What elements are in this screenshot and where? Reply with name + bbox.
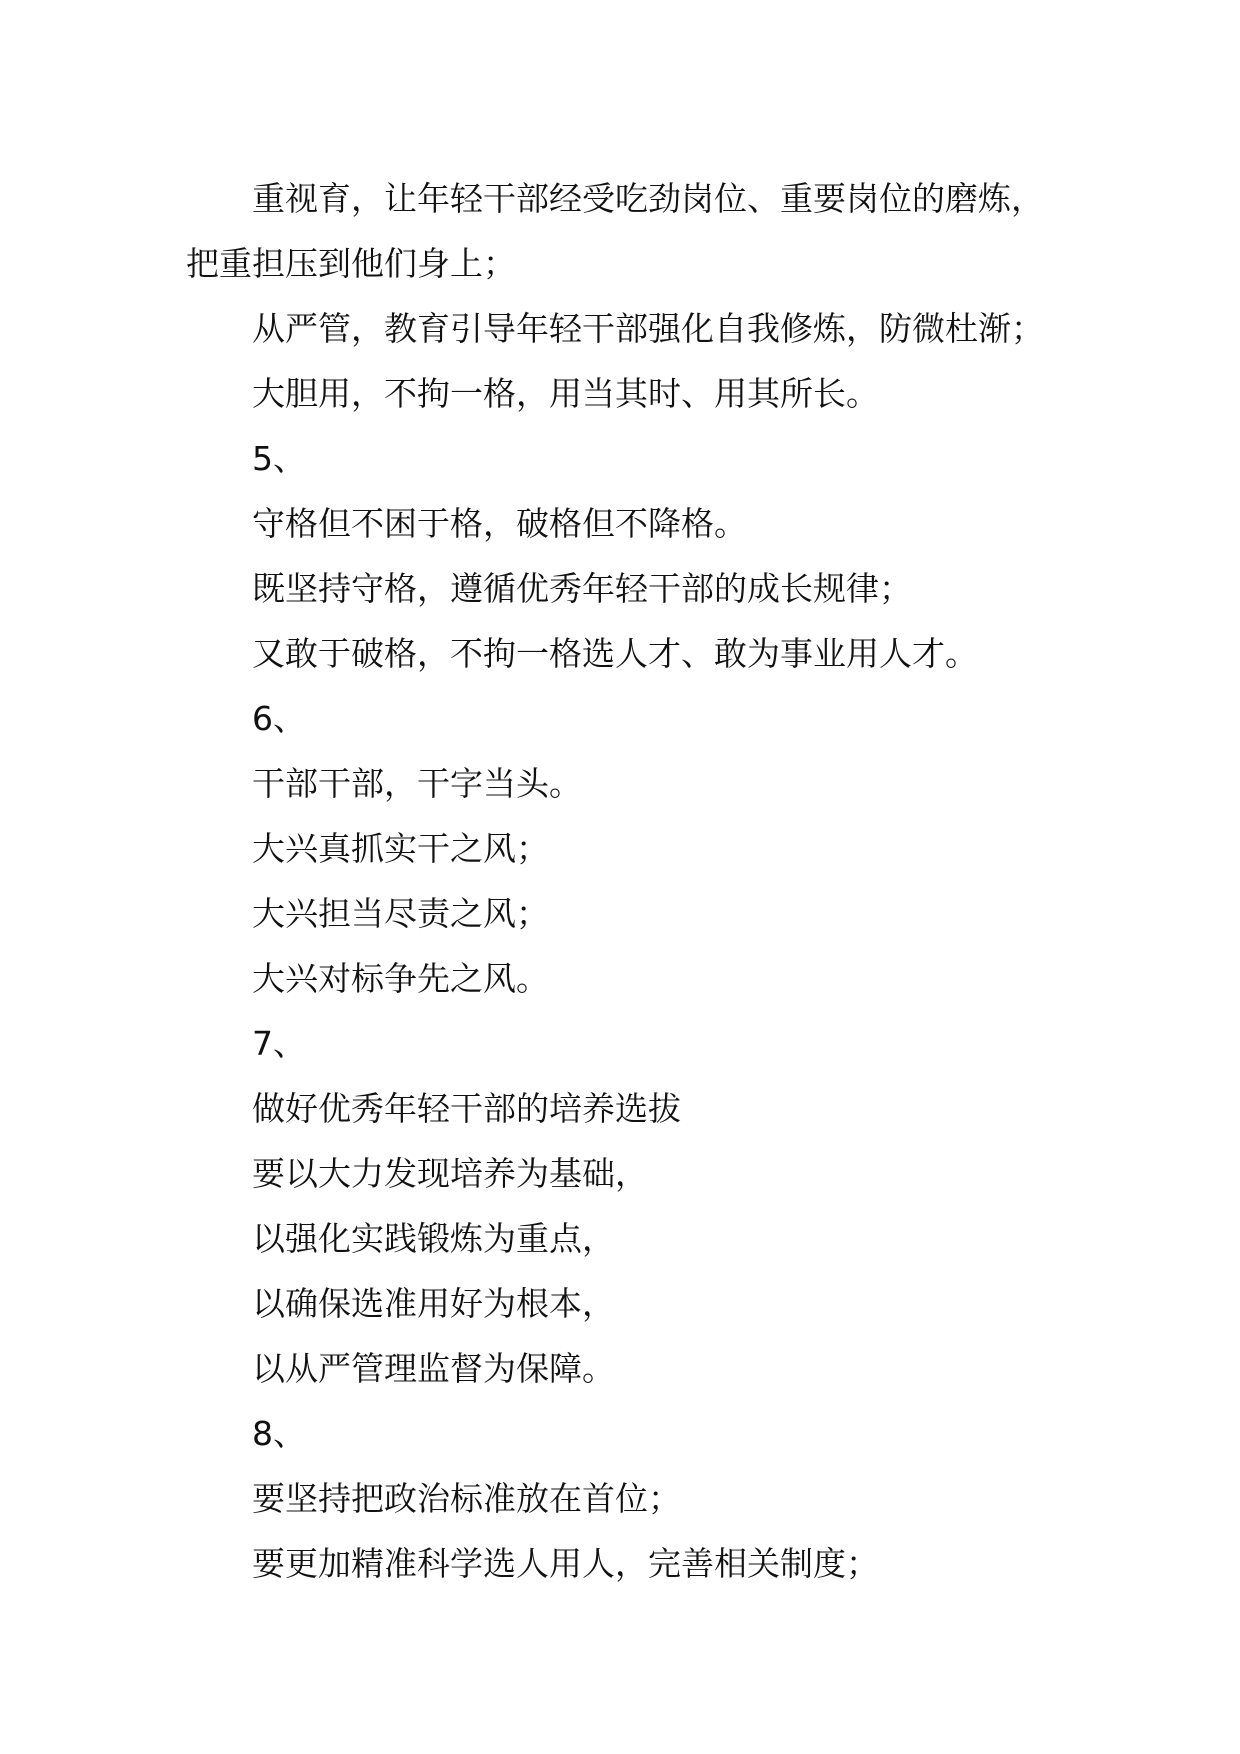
text-line: 以从严管理监督为保障。 xyxy=(252,1349,615,1388)
text-line: 又敢于破格，不拘一格选人才、敢为事业用人才。 xyxy=(252,634,978,673)
text-line: 做好优秀年轻干部的培养选拔 xyxy=(252,1089,681,1128)
text-line: 既坚持守格，遵循优秀年轻干部的成长规律； xyxy=(252,569,912,608)
text-line: 以强化实践锻炼为重点， xyxy=(252,1219,615,1258)
section-number: 6、 xyxy=(252,699,306,738)
document-body xyxy=(186,166,1086,1596)
text-line: 要坚持把政治标准放在首位； xyxy=(252,1479,681,1518)
text-line: 大兴真抓实干之风； xyxy=(252,829,549,868)
section-number: 5、 xyxy=(252,439,306,478)
text-line: 重视育，让年轻干部经受吃劲岗位、重要岗位的磨炼， xyxy=(252,179,1044,218)
text-line: 从严管，教育引导年轻干部强化自我修炼，防微杜渐； xyxy=(252,309,1044,348)
text-line: 干部干部，干字当头。 xyxy=(252,764,582,803)
text-line: 把重担压到他们身上； xyxy=(186,244,516,283)
text-line: 要更加精准科学选人用人，完善相关制度； xyxy=(252,1544,879,1583)
text-line: 守格但不困于格，破格但不降格。 xyxy=(252,504,747,543)
text-line: 大兴对标争先之风。 xyxy=(252,959,549,998)
text-line: 要以大力发现培养为基础， xyxy=(252,1154,648,1193)
text-line: 大胆用，不拘一格，用当其时、用其所长。 xyxy=(252,374,879,413)
text-line: 以确保选准用好为根本， xyxy=(252,1284,615,1323)
text-line: 大兴担当尽责之风； xyxy=(252,894,549,933)
section-number: 7、 xyxy=(252,1024,306,1063)
section-number: 8、 xyxy=(252,1414,306,1453)
